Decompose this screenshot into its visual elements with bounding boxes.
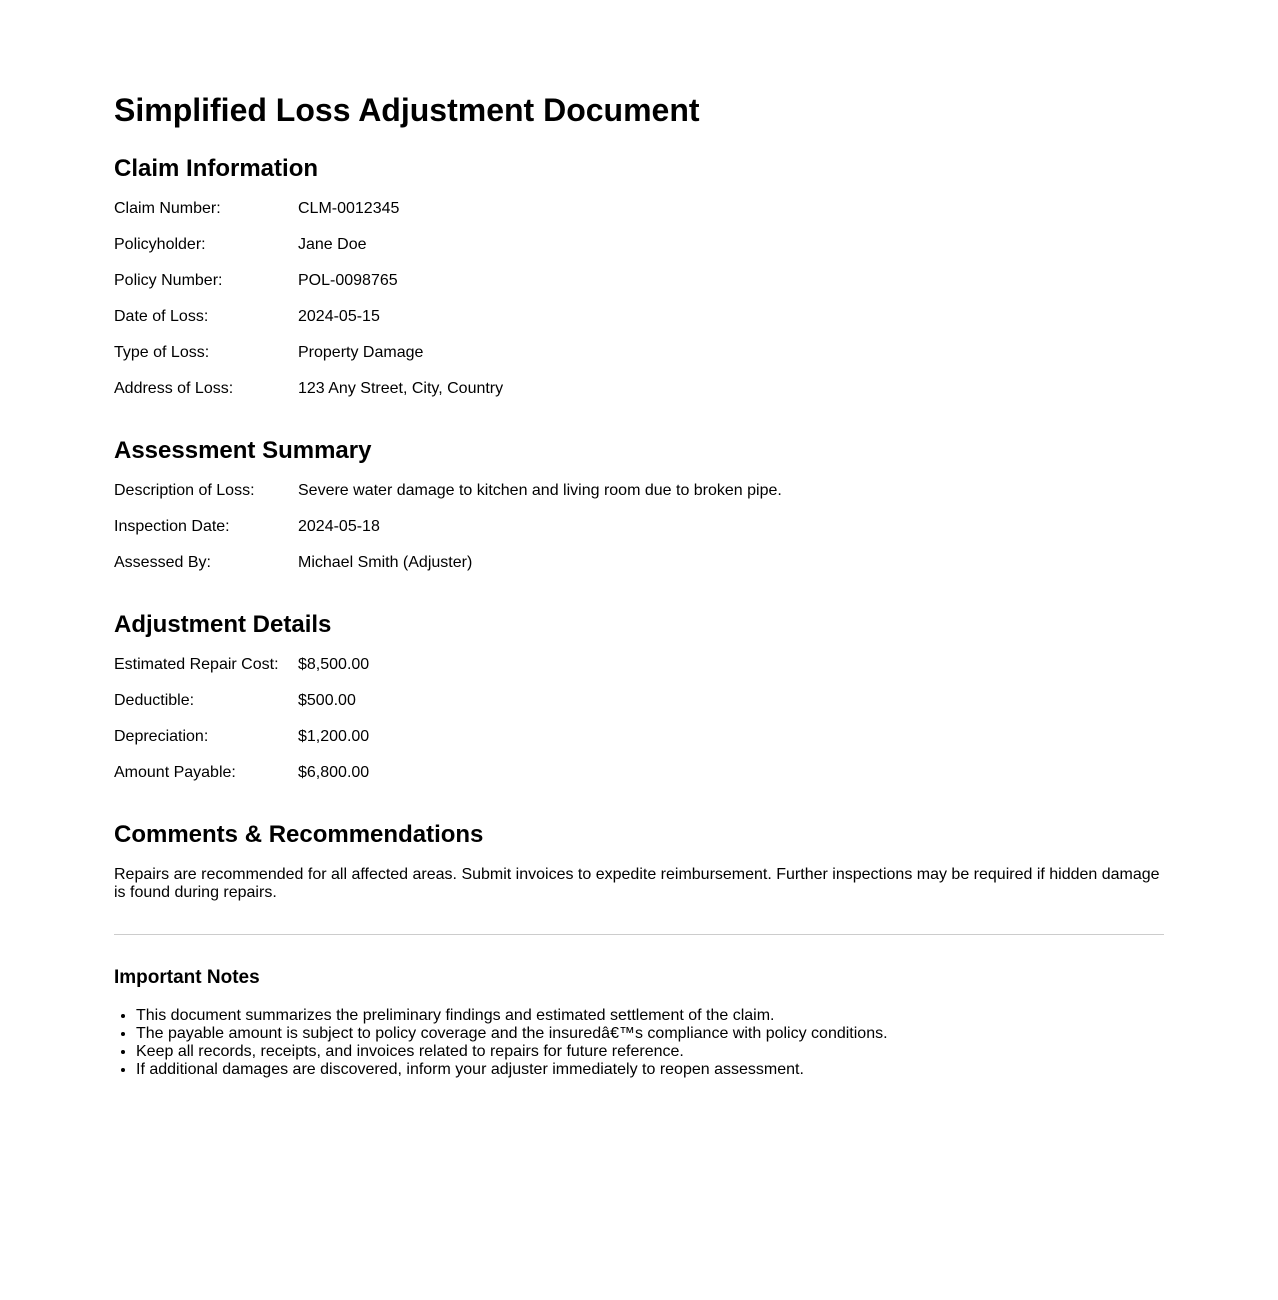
document-page [114, 0, 1164, 1079]
field-label: Amount Payable: [114, 764, 236, 781]
important-notes-heading: Important Notes [114, 967, 260, 988]
amount-payable-value: $6,800.00 [298, 764, 370, 781]
field-label: Address of Loss: [114, 380, 234, 397]
field-label: Assessed By: [114, 554, 211, 571]
important-notes-section [114, 967, 1164, 1079]
assessed-by-row [114, 554, 1164, 590]
comments-text: Repairs are recommended for all affected areas. Submit invoices to expedite reimbursement. Further inspections may be required if hidden damage is found during repairs. [114, 866, 1160, 901]
field-label: Description of Loss: [114, 482, 255, 499]
field-label: Policy Number: [114, 272, 223, 289]
date-of-loss-row [114, 308, 1164, 344]
field-label: Date of Loss: [114, 308, 209, 325]
deductible-row [114, 692, 1164, 728]
amount-payable-row [114, 764, 1164, 800]
date-of-loss-value: 2024-05-15 [298, 308, 380, 325]
inspection-date-row [114, 518, 1164, 554]
type-of-loss-row [114, 344, 1164, 380]
field-label: Policyholder: [114, 236, 206, 253]
adjustment-details-section [114, 610, 1164, 800]
list-item: • This document summarizes the preliminary findings and estimated settlement of the claim. [136, 1007, 1164, 1025]
assessed-by-value: Michael Smith (Adjuster) [298, 554, 473, 571]
section-divider [114, 934, 1164, 935]
estimated-repair-cost-value: $8,500.00 [298, 656, 370, 673]
field-label: Depreciation: [114, 728, 209, 745]
comments-section [114, 820, 1164, 902]
address-of-loss-row [114, 380, 1164, 416]
field-label: Estimated Repair Cost: [114, 656, 279, 673]
list-item: • Keep all records, receipts, and invoices related to repairs for future reference. [136, 1043, 1164, 1061]
assessment-summary-section [114, 436, 1164, 590]
list-item: • If additional damages are discovered, inform your adjuster immediately to reopen assessment. [136, 1061, 1164, 1079]
policy-number-value: POL-0098765 [298, 272, 398, 289]
depreciation-row [114, 728, 1164, 764]
policy-number-row [114, 272, 1164, 308]
policyholder-row [114, 236, 1164, 272]
assessment-summary-heading: Assessment Summary [114, 437, 372, 464]
depreciation-value: $1,200.00 [298, 728, 370, 745]
address-of-loss-value: 123 Any Street, City, Country [298, 380, 504, 397]
claim-information-section [114, 154, 1164, 416]
important-notes-list [114, 1007, 1164, 1079]
claim-number-row [114, 200, 1164, 236]
description-of-loss-row [114, 482, 1164, 518]
adjustment-details-heading: Adjustment Details [114, 611, 332, 638]
claim-information-heading: Claim Information [114, 155, 319, 182]
field-label: Claim Number: [114, 200, 221, 217]
inspection-date-value: 2024-05-18 [298, 518, 380, 535]
type-of-loss-value: Property Damage [298, 344, 424, 361]
field-label: Inspection Date: [114, 518, 230, 535]
estimated-repair-cost-row [114, 656, 1164, 692]
field-label: Deductible: [114, 692, 195, 709]
claim-number-value: CLM-0012345 [298, 200, 400, 217]
list-item: • The payable amount is subject to policy coverage and the insuredâ€™s compliance with policy conditions. [136, 1025, 1164, 1043]
description-of-loss-value: Severe water damage to kitchen and living room due to broken pipe. [298, 482, 782, 499]
policyholder-value: Jane Doe [298, 236, 367, 253]
field-label: Type of Loss: [114, 344, 210, 361]
comments-heading: Comments & Recommendations [114, 821, 484, 848]
document-title: Simplified Loss Adjustment Document [114, 92, 700, 128]
deductible-value: $500.00 [298, 692, 356, 709]
